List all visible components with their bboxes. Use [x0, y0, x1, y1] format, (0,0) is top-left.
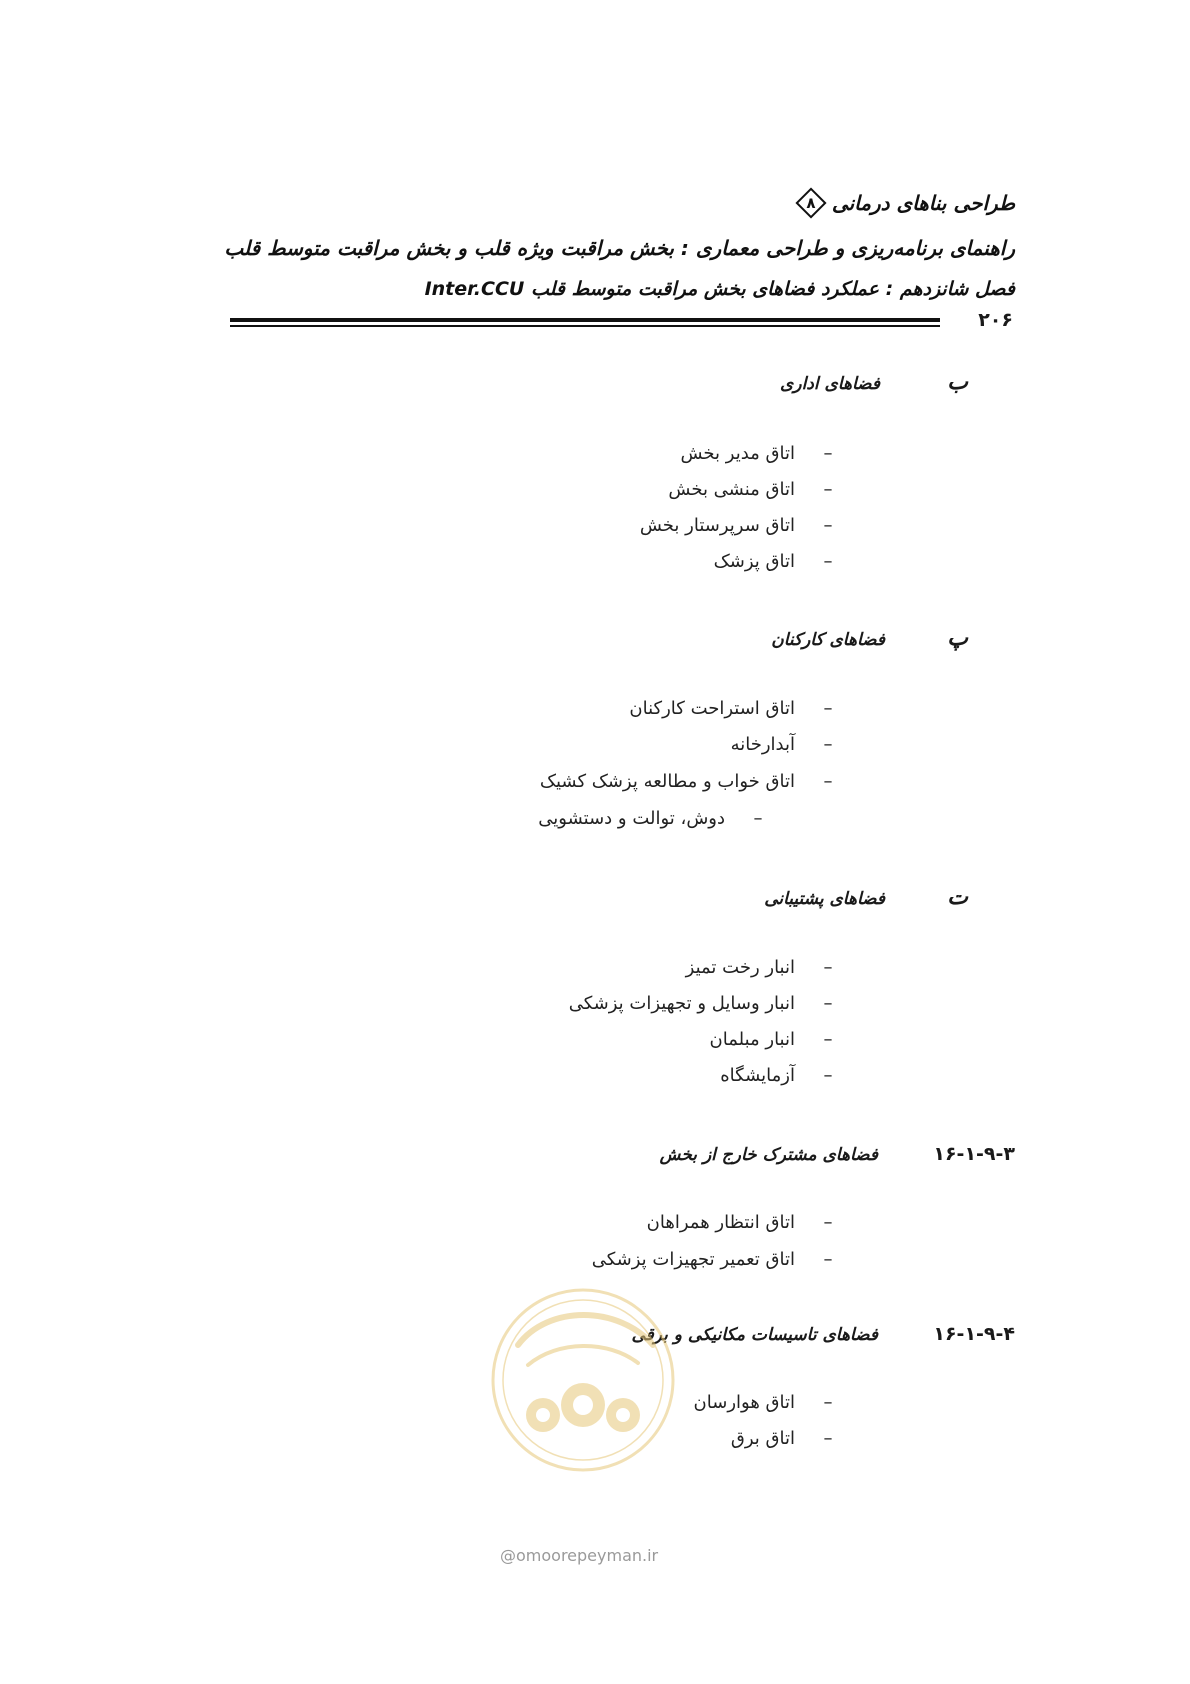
list-item: – اتاق مدیر بخش: [680, 443, 833, 464]
section-title: فضاهای مشترک خارج از بخش: [659, 1145, 878, 1165]
volume-number: ۸: [806, 194, 816, 212]
list-item: – اتاق هوارسان: [693, 1392, 833, 1413]
section-letter: پ: [947, 626, 968, 651]
section-letter: ب: [947, 370, 968, 395]
section-title: فضاهای پشتیبانی: [764, 889, 885, 909]
section-letter: ت: [947, 885, 968, 910]
list-item: – اتاق برق: [730, 1428, 833, 1449]
header-rule-thin: [230, 325, 940, 327]
seal-logo-icon: [488, 1285, 678, 1475]
list-item: – اتاق استراحت کارکنان: [629, 698, 833, 719]
list-item: – اتاق تعمیر تجهیزات پزشکی: [591, 1249, 833, 1270]
watermark-url: @omoorepeyman.ir: [500, 1546, 659, 1565]
sub-list-item: – دوش، توالت و دستشویی: [538, 808, 763, 829]
list-item: – انبار مبلمان: [709, 1029, 833, 1050]
list-item: – اتاق خواب و مطالعه پزشک کشیک: [539, 771, 833, 792]
section-title: فضاهای کارکنان: [771, 630, 885, 650]
book-title: [796, 188, 1015, 218]
volume-badge: [796, 188, 826, 218]
list-item: – اتاق سرپرستار بخش: [639, 515, 833, 536]
chapter-title: فصل شانزدهم : عملکرد فضاهای بخش مراقبت متوسط قلب Inter.CCU: [424, 278, 1015, 300]
list-item: – آزمایشگاه: [720, 1065, 833, 1086]
list-item: – انبار وسایل و تجهیزات پزشکی: [568, 993, 833, 1014]
book-title-text: طراحی بناهای درمانی: [831, 191, 1015, 215]
section-number: ۱۶-۱-۹-۴: [933, 1323, 1015, 1345]
header-rule-thick: [230, 318, 940, 322]
section-title: فضاهای اداری: [780, 374, 880, 394]
page-number: ۲۰۶: [978, 309, 1013, 331]
list-item: – آبدارخانه: [730, 734, 833, 755]
list-item: – اتاق انتظار همراهان: [646, 1212, 833, 1233]
section-number: ۱۶-۱-۹-۳: [933, 1143, 1015, 1165]
guide-title: راهنمای برنامه‌ریزی و طراحی معماری : بخش مراقبت ویژه قلب و بخش مراقبت متوسط قلب: [224, 236, 1015, 260]
list-item: – انبار رخت تمیز: [685, 957, 833, 978]
section-title: فضاهای تاسیسات مکانیکی و برقی: [631, 1325, 878, 1345]
list-item: – اتاق منشی بخش: [668, 479, 833, 500]
list-item: – اتاق پزشک: [713, 551, 833, 572]
